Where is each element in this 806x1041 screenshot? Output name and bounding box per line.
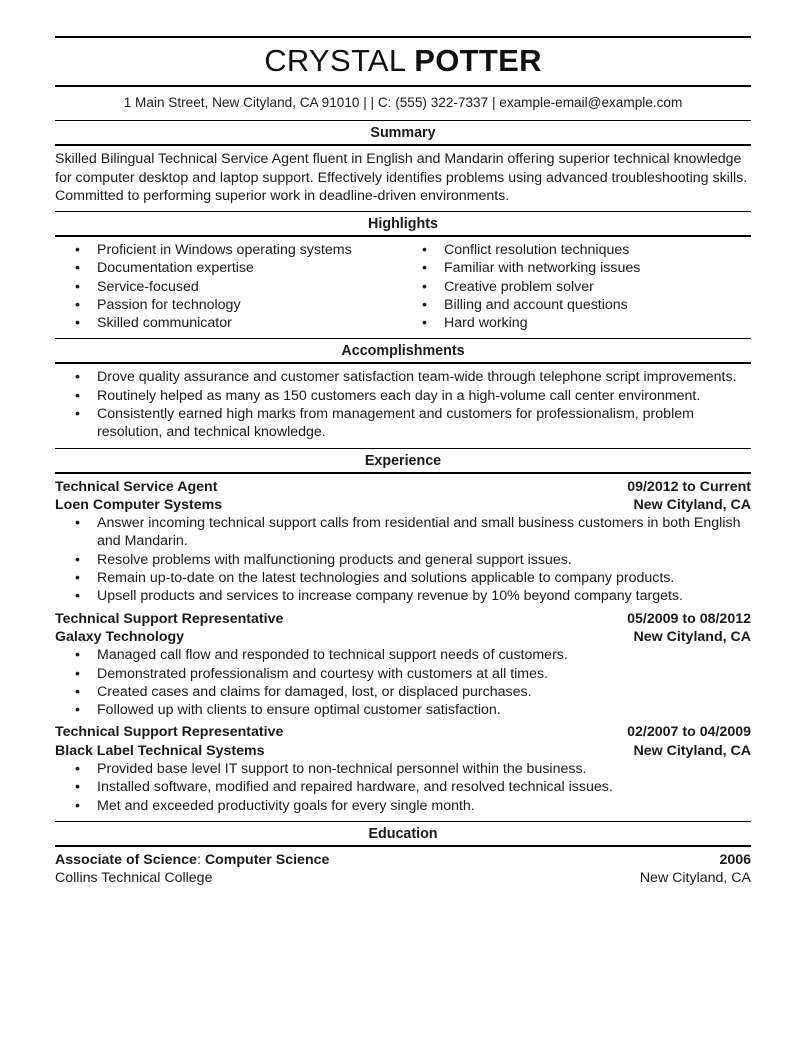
- job-title: Technical Support Representative: [55, 724, 284, 741]
- header-bottom-rule: [55, 85, 751, 87]
- job-title: Technical Support Representative: [55, 610, 284, 627]
- education-degree-row: Associate of Science: Computer Science 2006: [55, 851, 751, 868]
- header-top-rule: [55, 36, 751, 38]
- list-item: • Passion for technology: [55, 296, 403, 314]
- job-company-row: [55, 742, 751, 760]
- education-heading: Education: [368, 825, 438, 842]
- list-item: • Managed call flow and responded to technical support needs of customers.: [55, 646, 751, 664]
- job-location: New Cityland, CA: [633, 628, 751, 645]
- list-item: • Billing and account questions: [403, 296, 751, 314]
- job-title: Technical Service Agent: [55, 478, 218, 495]
- job-location: New Cityland, CA: [633, 496, 751, 513]
- candidate-name: [55, 41, 751, 81]
- job-entry: [55, 610, 751, 720]
- list-item: • Created cases and claims for damaged, lost, or displaced purchases.: [55, 683, 751, 701]
- job-company-row: [55, 628, 751, 646]
- list-item: • Consistently earned high marks from management and customers for professionalism, problem resolution, and technical knowledge.: [55, 405, 751, 442]
- job-dates: 02/2007 to 04/2009: [627, 724, 751, 741]
- job-location: New Cityland, CA: [633, 742, 751, 759]
- experience-bottom-rule: [55, 472, 751, 474]
- list-item: • Skilled communicator: [55, 314, 403, 332]
- job-title-row: [55, 478, 751, 496]
- job-entry: [55, 723, 751, 814]
- education-school-row: [55, 869, 751, 888]
- accomplishments-heading: Accomplishments: [341, 343, 465, 360]
- accomplishments-list: [55, 364, 751, 441]
- highlights-left-column: [55, 241, 403, 332]
- list-item: • Creative problem solver: [403, 278, 751, 296]
- job-company-row: [55, 496, 751, 514]
- highlights-heading: Highlights: [368, 215, 438, 232]
- job-title-row: [55, 723, 751, 741]
- job-entry: [55, 478, 751, 606]
- list-item: • Hard working: [403, 314, 751, 332]
- list-item: • Followed up with clients to ensure optimal customer satisfaction.: [55, 701, 751, 719]
- education-entry: [55, 847, 751, 888]
- last-name: POTTER: [414, 43, 542, 78]
- list-item: • Familiar with networking issues: [403, 259, 751, 277]
- list-item: • Conflict resolution techniques: [403, 241, 751, 259]
- highlights-right-column: [403, 241, 751, 332]
- first-name: CRYSTAL: [264, 43, 406, 78]
- graduation-year: 2006: [719, 851, 751, 868]
- summary-text: Skilled Bilingual Technical Service Agent fluent in English and Mandarin offering superior technical knowledge for computer desktop and laptop support. Effectively identifies problems using advanced troubleshooting skills. Committed to performing superior work in deadline-driven environments.: [55, 151, 748, 204]
- resume-content: [55, 36, 751, 888]
- list-item: • Resolve problems with malfunctioning products and general support issues.: [55, 551, 751, 569]
- list-item: • Remain up-to-date on the latest technologies and solutions applicable to company products.: [55, 569, 751, 587]
- list-item: • Demonstrated professionalism and courtesy with customers at all times.: [55, 665, 751, 683]
- list-item: • Provided base level IT support to non-technical personnel within the business.: [55, 760, 751, 778]
- list-item: • Upsell products and services to increase company revenue by 10% beyond company targets.: [55, 587, 751, 605]
- field-of-study: Computer Science: [204, 851, 330, 868]
- job-dates: 05/2009 to 08/2012: [627, 610, 751, 627]
- list-item: • Drove quality assurance and customer satisfaction team-wide through telephone script improvements.: [55, 368, 751, 386]
- school-location: New Cityland, CA: [639, 870, 751, 887]
- job-title-row: [55, 610, 751, 628]
- summary-heading: Summary: [370, 125, 436, 142]
- job-dates: 09/2012 to Current: [627, 478, 751, 495]
- list-item: • Service-focused: [55, 278, 403, 296]
- list-item: • Proficient in Windows operating systems: [55, 241, 403, 259]
- list-item: • Routinely helped as many as 150 customers each day in a high-volume call center environment.: [55, 387, 751, 405]
- job-company: Loen Computer Systems: [55, 496, 223, 513]
- experience-heading: Experience: [364, 452, 442, 469]
- highlights-columns: [55, 237, 751, 332]
- school-name: Collins Technical College: [55, 870, 213, 887]
- contact-line: 1 Main Street, New Cityland, CA 91010 | | C: (555) 322-7337 | example-email@example.com: [123, 95, 683, 110]
- job-company: Galaxy Technology: [55, 628, 185, 645]
- degree: Associate of Science: [55, 851, 197, 868]
- job-company: Black Label Technical Systems: [55, 742, 265, 759]
- list-item: • Documentation expertise: [55, 259, 403, 277]
- list-item: • Installed software, modified and repaired hardware, and resolved technical issues.: [55, 778, 751, 796]
- list-item: • Answer incoming technical support calls from residential and small business customers in both English and Mandarin.: [55, 514, 751, 551]
- list-item: • Met and exceeded productivity goals for every single month.: [55, 797, 751, 815]
